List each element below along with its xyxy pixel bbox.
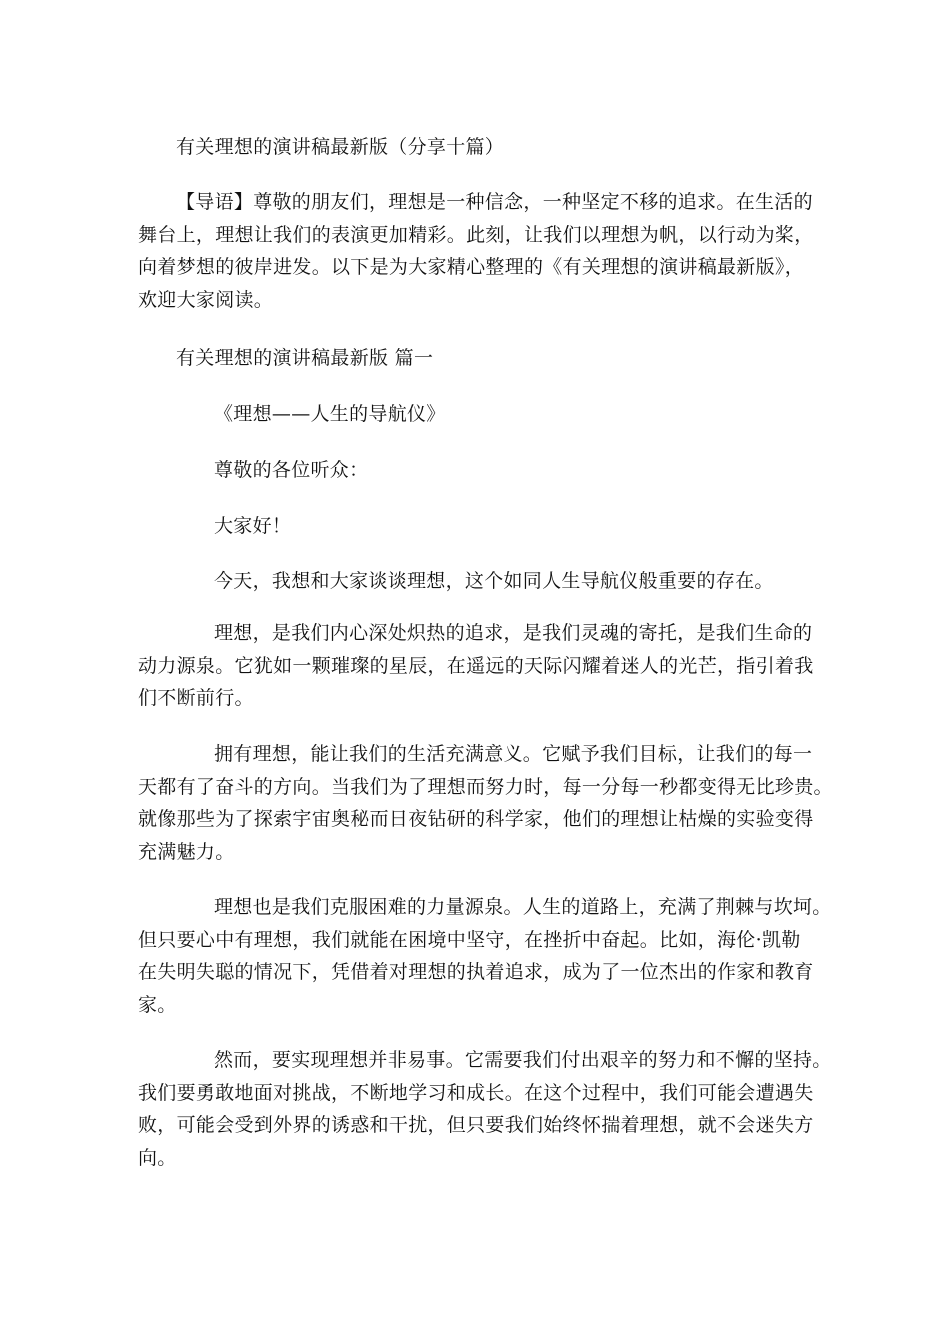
salutation: 尊敬的各位听众：: [214, 459, 369, 481]
document-title: 有关理想的演讲稿最新版（分享十篇）: [176, 136, 505, 158]
paragraph-line: 我们要勇敢地面对挑战，不断地学习和成长。在这个过程中，我们可能会遭遇失: [138, 1081, 814, 1104]
intro-line: 【导语】尊敬的朋友们，理想是一种信念，一种坚定不移的追求。在生活的: [176, 191, 813, 213]
body-paragraph-2: [138, 738, 833, 868]
greeting: 大家好！: [214, 515, 292, 537]
intro-line: 舞台上，理想让我们的表演更加精彩。此刻，让我们以理想为帆，以行动为桨，: [138, 223, 814, 246]
paragraph-line: 理想，是我们内心深处炽热的追求，是我们灵魂的寄托，是我们生命的: [214, 622, 813, 644]
paragraph-line: 但只要心中有理想，我们就能在困境中坚守，在挫折中奋起。比如，海伦·凯勒: [138, 928, 801, 951]
paragraph-line: 动力源泉。它犹如一颗璀璨的星辰，在遥远的天际闪耀着迷人的光芒，指引着我: [138, 654, 814, 677]
intro-line: 向着梦想的彼岸进发。以下是为大家精心整理的《有关理想的演讲稿最新版》，: [138, 256, 805, 278]
paragraph-line: 理想也是我们克服困难的力量源泉。人生的道路上，充满了荆棘与坎坷。: [214, 896, 832, 918]
opening-paragraph: 今天，我想和大家谈谈理想，这个如同人生导航仪般重要的存在。: [214, 570, 774, 592]
body-paragraph-3: [138, 891, 832, 1021]
speech-title: 《理想——人生的导航仪》: [214, 403, 446, 425]
paragraph-line: 家。: [138, 993, 177, 1016]
paragraph-line: 天都有了奋斗的方向。当我们为了理想而努力时，每一分每一秒都变得无比珍贵。: [138, 775, 833, 798]
paragraph-line: 败，可能会受到外界的诱惑和干扰，但只要我们始终怀揣着理想，就不会迷失方: [138, 1114, 814, 1136]
section-heading: 有关理想的演讲稿最新版 篇一: [176, 347, 434, 369]
paragraph-line: 然而，要实现理想并非易事。它需要我们付出艰辛的努力和不懈的坚持。: [214, 1049, 832, 1071]
paragraph-line: 就像那些为了探索宇宙奥秘而日夜钻研的科学家，他们的理想让枯燥的实验变得: [138, 808, 814, 830]
paragraph-line: 向。: [138, 1146, 177, 1169]
paragraph-line: 拥有理想，能让我们的生活充满意义。它赋予我们目标，让我们的每一: [214, 743, 813, 765]
intro-line: 欢迎大家阅读。: [138, 288, 274, 311]
paragraph-line: 们不断前行。: [138, 687, 254, 709]
body-paragraph-4: [138, 1044, 832, 1174]
paragraph-line: 充满魅力。: [138, 840, 235, 863]
body-paragraph-1: [138, 617, 814, 715]
paragraph-line: 在失明失聪的情况下，凭借着对理想的执着追求，成为了一位杰出的作家和教育: [138, 961, 814, 983]
intro-paragraph: [138, 186, 814, 316]
